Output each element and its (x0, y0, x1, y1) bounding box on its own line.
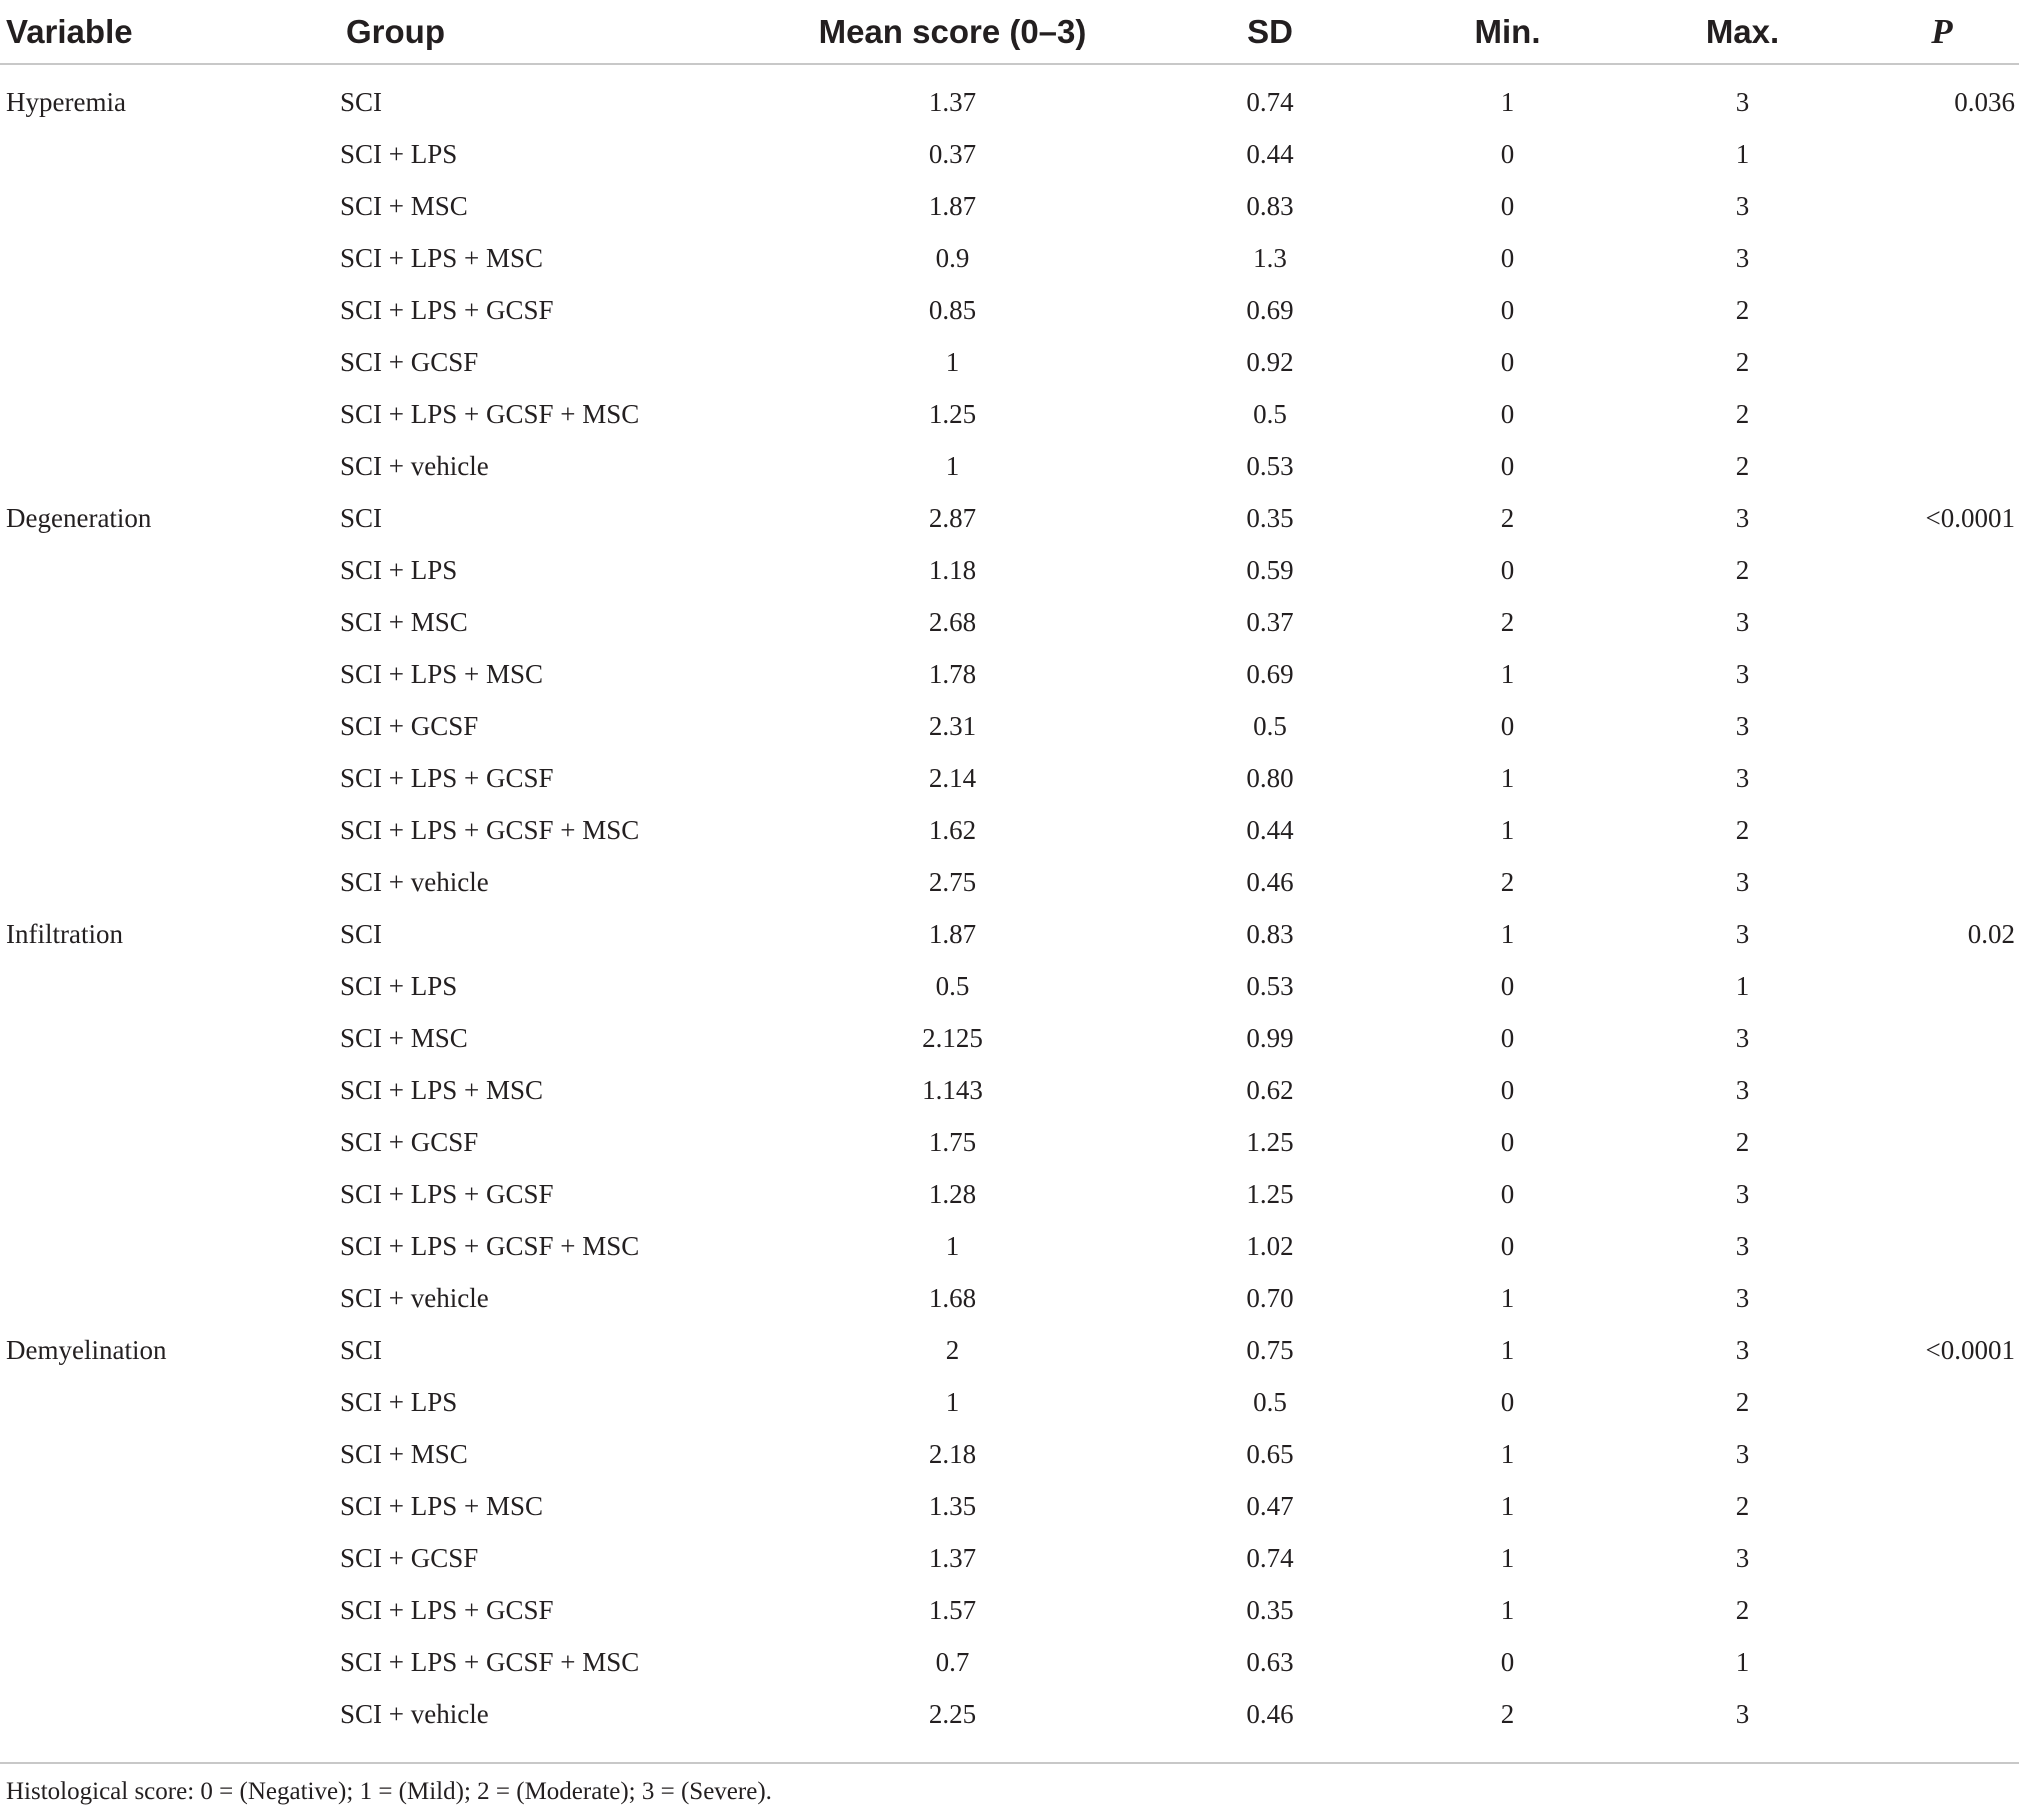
cell-min: 1 (1500, 814, 1515, 845)
cell-min: 1 (1500, 1334, 1515, 1365)
cell-group: SCI + LPS + GCSF + MSC (340, 1230, 640, 1261)
table-row (0, 700, 2019, 752)
cell-mean-score: 1.37 (928, 86, 977, 117)
cell-mean-score: 1 (945, 1230, 960, 1261)
table-row (0, 336, 2019, 388)
table-row (0, 1272, 2019, 1324)
cell-mean-score: 1.143 (922, 1074, 983, 1105)
cell-sd: 0.92 (1246, 346, 1294, 377)
cell-group: SCI + LPS + GCSF + MSC (340, 398, 640, 429)
table-row (0, 232, 2019, 284)
cell-mean-score: 1.57 (928, 1594, 977, 1625)
cell-sd: 0.44 (1246, 138, 1294, 169)
cell-group: SCI + vehicle (340, 866, 489, 897)
cell-max: 3 (1735, 1334, 1750, 1365)
cell-p-value (1865, 180, 2019, 232)
header-p-value: P (1865, 0, 2019, 64)
cell-variable (0, 1532, 340, 1584)
cell-group: SCI (340, 502, 383, 533)
cell-sd: 0.53 (1246, 970, 1294, 1001)
cell-p-value (1865, 1480, 2019, 1532)
cell-mean-score: 1.25 (928, 398, 977, 429)
cell-max: 3 (1735, 1022, 1750, 1053)
cell-sd: 0.44 (1246, 814, 1294, 845)
cell-max: 3 (1735, 190, 1750, 221)
table-row (0, 180, 2019, 232)
cell-p-value (1865, 804, 2019, 856)
table-row (0, 1376, 2019, 1428)
cell-max: 2 (1735, 1490, 1750, 1521)
cell-variable (0, 1584, 340, 1636)
cell-p-value (1865, 1064, 2019, 1116)
cell-mean-score: 1.78 (928, 658, 977, 689)
header-row (0, 0, 2019, 64)
cell-max: 3 (1735, 762, 1750, 793)
cell-p-value (1865, 1272, 2019, 1324)
cell-sd: 0.53 (1246, 450, 1294, 481)
cell-group: SCI (340, 86, 383, 117)
cell-variable (0, 596, 340, 648)
cell-group: SCI + LPS + GCSF + MSC (340, 1646, 640, 1677)
table-row (0, 648, 2019, 700)
cell-variable (0, 180, 340, 232)
cell-group: SCI + vehicle (340, 450, 489, 481)
cell-max: 3 (1735, 502, 1750, 533)
cell-variable (0, 544, 340, 596)
cell-min: 1 (1500, 86, 1515, 117)
cell-max: 1 (1735, 1646, 1750, 1677)
cell-sd: 0.65 (1246, 1438, 1294, 1469)
table-row (0, 76, 2019, 128)
cell-mean-score: 1 (945, 450, 960, 481)
cell-group: SCI + LPS + GCSF (340, 1178, 554, 1209)
cell-min: 0 (1500, 710, 1515, 741)
cell-max: 3 (1735, 1178, 1750, 1209)
cell-variable (0, 752, 340, 804)
cell-mean-score: 1 (945, 346, 960, 377)
cell-variable (0, 648, 340, 700)
cell-group: SCI (340, 918, 383, 949)
cell-max: 2 (1735, 1594, 1750, 1625)
cell-variable (0, 128, 340, 180)
cell-group: SCI + MSC (340, 606, 468, 637)
cell-max: 3 (1735, 918, 1750, 949)
cell-max: 3 (1735, 1282, 1750, 1313)
table-row (0, 1688, 2019, 1740)
cell-mean-score: 2.18 (928, 1438, 977, 1469)
cell-mean-score: 2.25 (928, 1698, 977, 1729)
cell-p-value (1865, 1688, 2019, 1740)
cell-p-value: 0.02 (1967, 918, 2015, 949)
cell-max: 2 (1735, 1386, 1750, 1417)
table-row (0, 1636, 2019, 1688)
table-row (0, 440, 2019, 492)
cell-mean-score: 1.62 (928, 814, 977, 845)
cell-variable (0, 1636, 340, 1688)
table-row (0, 1220, 2019, 1272)
cell-mean-score: 1.87 (928, 190, 977, 221)
cell-max: 3 (1735, 86, 1750, 117)
cell-sd: 0.37 (1246, 606, 1294, 637)
cell-group: SCI + LPS + MSC (340, 242, 544, 273)
cell-variable (0, 1168, 340, 1220)
cell-variable (0, 1272, 340, 1324)
table-row (0, 1012, 2019, 1064)
cell-min: 0 (1500, 398, 1515, 429)
cell-max: 2 (1735, 294, 1750, 325)
cell-sd: 1.3 (1253, 242, 1287, 273)
cell-mean-score: 1 (945, 1386, 960, 1417)
cell-group: SCI + vehicle (340, 1698, 489, 1729)
cell-sd: 0.63 (1246, 1646, 1294, 1677)
cell-min: 2 (1500, 502, 1515, 533)
cell-mean-score: 0.7 (935, 1646, 970, 1677)
header-variable: Variable (0, 0, 340, 64)
table-row (0, 1480, 2019, 1532)
cell-sd: 0.75 (1246, 1334, 1294, 1365)
header-min: Min. (1395, 0, 1620, 64)
cell-variable: Infiltration (6, 918, 123, 949)
table-row (0, 544, 2019, 596)
table-row (0, 128, 2019, 180)
cell-max: 1 (1735, 138, 1750, 169)
table-row (0, 1064, 2019, 1116)
header-mean-score: Mean score (0–3) (760, 0, 1145, 64)
cell-mean-score: 1.75 (928, 1126, 977, 1157)
table-row (0, 1428, 2019, 1480)
cell-sd: 0.46 (1246, 866, 1294, 897)
cell-max: 3 (1735, 1074, 1750, 1105)
cell-max: 2 (1735, 1126, 1750, 1157)
table-row (0, 856, 2019, 908)
cell-p-value (1865, 1428, 2019, 1480)
cell-min: 2 (1500, 606, 1515, 637)
cell-variable (0, 440, 340, 492)
cell-min: 0 (1500, 450, 1515, 481)
table-row (0, 1324, 2019, 1376)
cell-min: 0 (1500, 1074, 1515, 1105)
cell-sd: 0.70 (1246, 1282, 1294, 1313)
cell-mean-score: 1.28 (928, 1178, 977, 1209)
cell-mean-score: 1.68 (928, 1282, 977, 1313)
cell-max: 1 (1735, 970, 1750, 1001)
cell-sd: 0.74 (1246, 1542, 1294, 1573)
cell-sd: 0.62 (1246, 1074, 1294, 1105)
cell-max: 2 (1735, 398, 1750, 429)
cell-p-value (1865, 388, 2019, 440)
cell-p-value (1865, 856, 2019, 908)
cell-p-value (1865, 1168, 2019, 1220)
cell-variable (0, 388, 340, 440)
cell-variable (0, 232, 340, 284)
cell-max: 3 (1735, 1698, 1750, 1729)
cell-min: 0 (1500, 190, 1515, 221)
table-row (0, 284, 2019, 336)
table-header (0, 0, 2019, 64)
cell-min: 0 (1500, 1126, 1515, 1157)
cell-p-value (1865, 1584, 2019, 1636)
cell-p-value (1865, 232, 2019, 284)
cell-group: SCI + vehicle (340, 1282, 489, 1313)
cell-group: SCI + LPS (340, 970, 458, 1001)
cell-mean-score: 0.85 (928, 294, 977, 325)
cell-group: SCI + MSC (340, 1022, 468, 1053)
cell-variable (0, 804, 340, 856)
cell-variable: Degeneration (6, 502, 152, 533)
cell-mean-score: 2.75 (928, 866, 977, 897)
cell-mean-score: 2 (945, 1334, 960, 1365)
cell-sd: 1.25 (1246, 1126, 1294, 1157)
cell-min: 1 (1500, 658, 1515, 689)
cell-min: 0 (1500, 554, 1515, 585)
cell-mean-score: 1.35 (928, 1490, 977, 1521)
cell-max: 3 (1735, 866, 1750, 897)
cell-mean-score: 0.5 (935, 970, 970, 1001)
cell-p-value (1865, 128, 2019, 180)
table-row (0, 960, 2019, 1012)
cell-p-value (1865, 336, 2019, 388)
cell-sd: 0.83 (1246, 190, 1294, 221)
cell-p-value (1865, 1012, 2019, 1064)
cell-group: SCI + LPS + GCSF (340, 1594, 554, 1625)
cell-p-value: 0.036 (1954, 86, 2015, 117)
cell-group: SCI + MSC (340, 190, 468, 221)
cell-min: 1 (1500, 1542, 1515, 1573)
cell-variable (0, 856, 340, 908)
cell-sd: 0.99 (1246, 1022, 1294, 1053)
cell-variable (0, 1688, 340, 1740)
cell-mean-score: 1.87 (928, 918, 977, 949)
cell-min: 0 (1500, 346, 1515, 377)
cell-group: SCI + GCSF (340, 1542, 479, 1573)
cell-group: SCI + LPS + MSC (340, 1490, 544, 1521)
table-footnote: Histological score: 0 = (Negative); 1 = (Mild); 2 = (Moderate); 3 = (Severe). (6, 1778, 772, 1805)
cell-max: 3 (1735, 1542, 1750, 1573)
cell-min: 1 (1500, 1438, 1515, 1469)
cell-mean-score: 2.14 (928, 762, 977, 793)
table-row (0, 492, 2019, 544)
cell-group: SCI + LPS + GCSF (340, 762, 554, 793)
cell-mean-score: 2.87 (928, 502, 977, 533)
cell-sd: 0.35 (1246, 502, 1294, 533)
cell-mean-score: 1.18 (928, 554, 977, 585)
cell-variable (0, 284, 340, 336)
cell-mean-score: 0.37 (928, 138, 977, 169)
cell-p-value (1865, 596, 2019, 648)
cell-sd: 0.46 (1246, 1698, 1294, 1729)
cell-min: 1 (1500, 1282, 1515, 1313)
table-row (0, 1532, 2019, 1584)
cell-sd: 0.83 (1246, 918, 1294, 949)
cell-p-value (1865, 440, 2019, 492)
cell-min: 1 (1500, 1490, 1515, 1521)
cell-max: 3 (1735, 242, 1750, 273)
cell-sd: 0.69 (1246, 294, 1294, 325)
cell-group: SCI + GCSF (340, 1126, 479, 1157)
table-row (0, 1168, 2019, 1220)
cell-p-value: <0.0001 (1925, 502, 2015, 533)
cell-sd: 0.80 (1246, 762, 1294, 793)
cell-group: SCI + MSC (340, 1438, 468, 1469)
cell-p-value (1865, 752, 2019, 804)
header-group: Group (340, 0, 760, 64)
cell-mean-score: 2.125 (922, 1022, 983, 1053)
table-row (0, 1116, 2019, 1168)
cell-min: 1 (1500, 918, 1515, 949)
cell-min: 0 (1500, 1178, 1515, 1209)
cell-sd: 0.5 (1253, 1386, 1287, 1417)
cell-max: 2 (1735, 814, 1750, 845)
cell-sd: 1.25 (1246, 1178, 1294, 1209)
cell-variable: Demyelination (6, 1334, 167, 1365)
cell-min: 0 (1500, 970, 1515, 1001)
cell-variable (0, 960, 340, 1012)
header-spacer (0, 64, 2019, 76)
cell-group: SCI + LPS (340, 138, 458, 169)
cell-sd: 0.5 (1253, 398, 1287, 429)
cell-mean-score: 1.37 (928, 1542, 977, 1573)
cell-variable (0, 336, 340, 388)
cell-max: 3 (1735, 1438, 1750, 1469)
cell-min: 2 (1500, 1698, 1515, 1729)
cell-sd: 0.35 (1246, 1594, 1294, 1625)
cell-sd: 0.69 (1246, 658, 1294, 689)
cell-p-value (1865, 1636, 2019, 1688)
cell-p-value (1865, 1220, 2019, 1272)
cell-sd: 0.74 (1246, 86, 1294, 117)
cell-min: 0 (1500, 242, 1515, 273)
cell-min: 0 (1500, 1646, 1515, 1677)
footer-divider (0, 1762, 2019, 1764)
cell-mean-score: 2.31 (928, 710, 977, 741)
cell-max: 2 (1735, 554, 1750, 585)
cell-p-value (1865, 1376, 2019, 1428)
table-row (0, 388, 2019, 440)
cell-p-value: <0.0001 (1925, 1334, 2015, 1365)
header-sd: SD (1145, 0, 1395, 64)
table-body (0, 64, 2019, 1740)
cell-min: 1 (1500, 762, 1515, 793)
cell-p-value (1865, 960, 2019, 1012)
cell-group: SCI + GCSF (340, 710, 479, 741)
cell-variable (0, 1220, 340, 1272)
table-row (0, 596, 2019, 648)
cell-sd: 0.47 (1246, 1490, 1294, 1521)
header-max: Max. (1620, 0, 1865, 64)
cell-variable (0, 1376, 340, 1428)
cell-max: 3 (1735, 1230, 1750, 1261)
cell-max: 2 (1735, 450, 1750, 481)
cell-min: 0 (1500, 1230, 1515, 1261)
cell-min: 0 (1500, 1022, 1515, 1053)
cell-p-value (1865, 648, 2019, 700)
cell-p-value (1865, 1532, 2019, 1584)
cell-variable (0, 1064, 340, 1116)
cell-variable (0, 1480, 340, 1532)
cell-max: 3 (1735, 606, 1750, 637)
cell-min: 0 (1500, 1386, 1515, 1417)
cell-max: 3 (1735, 710, 1750, 741)
cell-min: 2 (1500, 866, 1515, 897)
cell-group: SCI + GCSF (340, 346, 479, 377)
cell-mean-score: 0.9 (935, 242, 970, 273)
cell-group: SCI + LPS + GCSF (340, 294, 554, 325)
table-row (0, 752, 2019, 804)
cell-variable: Hyperemia (6, 86, 126, 117)
cell-min: 1 (1500, 1594, 1515, 1625)
cell-p-value (1865, 700, 2019, 752)
table-row (0, 908, 2019, 960)
cell-sd: 0.59 (1246, 554, 1294, 585)
cell-variable (0, 700, 340, 752)
cell-p-value (1865, 1116, 2019, 1168)
cell-min: 0 (1500, 138, 1515, 169)
cell-p-value (1865, 284, 2019, 336)
table-row (0, 804, 2019, 856)
table-row (0, 1584, 2019, 1636)
cell-group: SCI + LPS + MSC (340, 658, 544, 689)
cell-group: SCI + LPS + GCSF + MSC (340, 814, 640, 845)
cell-variable (0, 1428, 340, 1480)
cell-group: SCI (340, 1334, 383, 1365)
cell-sd: 0.5 (1253, 710, 1287, 741)
cell-sd: 1.02 (1246, 1230, 1294, 1261)
cell-mean-score: 2.68 (928, 606, 977, 637)
cell-group: SCI + LPS (340, 554, 458, 585)
cell-min: 0 (1500, 294, 1515, 325)
cell-variable (0, 1116, 340, 1168)
cell-p-value (1865, 544, 2019, 596)
cell-max: 2 (1735, 346, 1750, 377)
cell-group: SCI + LPS + MSC (340, 1074, 544, 1105)
cell-variable (0, 1012, 340, 1064)
cell-group: SCI + LPS (340, 1386, 458, 1417)
cell-max: 3 (1735, 658, 1750, 689)
